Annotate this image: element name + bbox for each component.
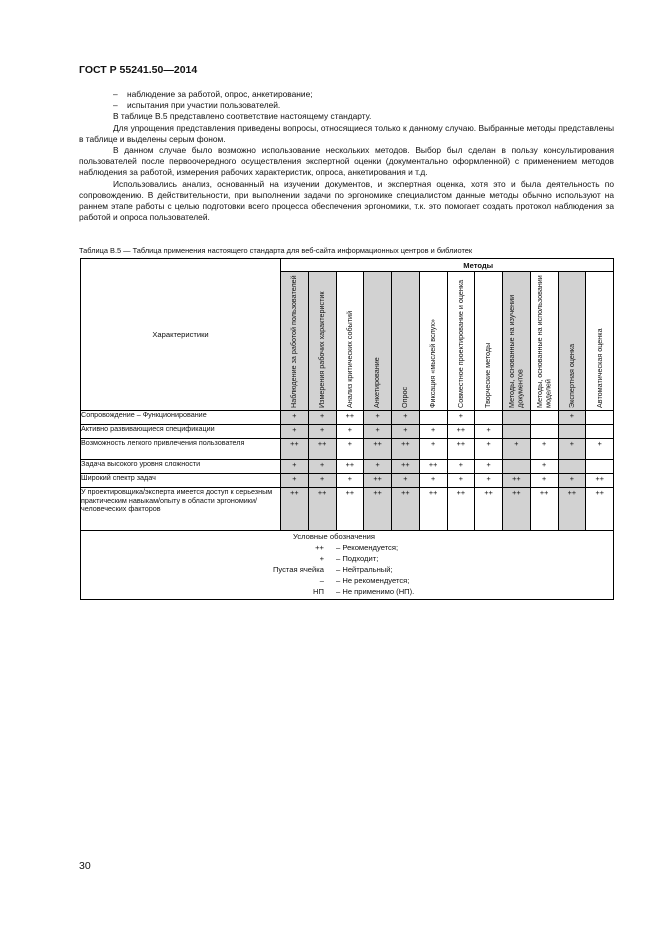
table-cell	[558, 460, 586, 474]
table-cell: +	[419, 439, 447, 460]
paragraph: Для упрощения представления приведены вопросы, относящиеся только к данному случаю. Выбранные методы представлены в таблице и выделены серым фоном.	[79, 122, 614, 144]
method-label: Фиксация «мыслей вслух»	[427, 319, 437, 408]
method-label: Автоматическая оценка	[594, 328, 604, 408]
method-header	[447, 272, 475, 411]
table-cell	[586, 460, 614, 474]
table-cell: ++	[419, 460, 447, 474]
table-cell: +	[308, 460, 336, 474]
table-cell: ++	[447, 439, 475, 460]
methods-table	[80, 258, 614, 600]
legend-desc: – Не применимо (НП).	[336, 587, 415, 596]
table-cell: +	[475, 425, 503, 439]
table-cell: ++	[364, 474, 392, 488]
row-label: Сопровождение – Функционирование	[81, 411, 281, 425]
table-cell: ++	[392, 488, 420, 531]
table-cell: ++	[392, 460, 420, 474]
table-cell	[503, 425, 531, 439]
paragraph: В данном случае было возможно использование нескольких методов. Выбор был сделан в пользу консультирования пользователей после первоочередного осуществления экспертной оценки (документально оформленной) с применением методов наблюдения за работой, измерения рабочих характеристик, опроса, анкетирования и т.д.	[79, 145, 614, 178]
legend-key: Пустая ячейка	[272, 565, 324, 574]
body-text	[79, 89, 614, 223]
table-row	[81, 425, 614, 439]
table-cell: +	[336, 474, 364, 488]
method-label: Измерения рабочих характеристик	[316, 291, 326, 408]
legend-desc: – Не рекомендуется;	[336, 576, 410, 585]
method-label: Совместное проектирование и оценка	[455, 279, 465, 408]
table-cell: ++	[447, 425, 475, 439]
table-cell: +	[308, 411, 336, 425]
page-number: 30	[79, 860, 91, 872]
table-cell: ++	[586, 474, 614, 488]
method-header	[419, 272, 447, 411]
document-header: ГОСТ Р 55241.50—2014	[79, 64, 198, 76]
method-label: Методы, основанные на использовании моделей	[534, 275, 553, 408]
table-cell: +	[475, 460, 503, 474]
methods-header: Методы	[281, 259, 614, 272]
bullet-item: – испытания при участии пользователей.	[113, 100, 281, 111]
table-cell: ++	[503, 488, 531, 531]
method-header	[336, 272, 364, 411]
table-cell: +	[419, 425, 447, 439]
table-cell: ++	[281, 488, 309, 531]
legend	[81, 531, 614, 600]
legend-title: Условные обозначения	[293, 532, 376, 541]
table-cell: +	[364, 425, 392, 439]
legend-key: ++	[315, 543, 324, 552]
table-cell	[530, 411, 558, 425]
table-cell: ++	[364, 488, 392, 531]
table-cell: +	[447, 460, 475, 474]
table-cell: ++	[281, 439, 309, 460]
table-cell: +	[530, 439, 558, 460]
table-cell: +	[364, 460, 392, 474]
table-cell: ++	[586, 488, 614, 531]
table-cell: ++	[503, 474, 531, 488]
table-cell: +	[281, 474, 309, 488]
table-cell: ++	[475, 488, 503, 531]
row-label: Широкий спектр задач	[81, 474, 281, 488]
table-cell: ++	[308, 439, 336, 460]
table-cell: ++	[336, 460, 364, 474]
table-cell: +	[558, 411, 586, 425]
table-cell: +	[392, 474, 420, 488]
legend-key: –	[319, 576, 324, 585]
method-header	[475, 272, 503, 411]
table-cell: +	[503, 439, 531, 460]
bullet-item: – наблюдение за работой, опрос, анкетирование;	[113, 89, 313, 99]
table-cell: +	[392, 411, 420, 425]
method-label: Экспертная оценка	[566, 343, 576, 408]
table-cell: ++	[308, 488, 336, 531]
table-cell	[503, 411, 531, 425]
method-header	[530, 272, 558, 411]
table-cell: +	[281, 411, 309, 425]
table-cell: ++	[392, 439, 420, 460]
legend-key: +	[319, 554, 324, 563]
method-header	[364, 272, 392, 411]
table-cell	[419, 411, 447, 425]
table-cell: +	[558, 439, 586, 460]
table-cell	[586, 425, 614, 439]
table-cell	[530, 425, 558, 439]
table-cell: +	[419, 474, 447, 488]
table-row	[81, 411, 614, 425]
method-header	[308, 272, 336, 411]
table-cell: ++	[419, 488, 447, 531]
table-row	[81, 439, 614, 460]
method-label: Творческие методы	[483, 342, 493, 408]
method-header	[503, 272, 531, 411]
legend-desc: – Рекомендуется;	[336, 543, 399, 552]
row-label: У проектировщика/эксперта имеется доступ к серьезным практическим навыкам/опыту в области эргономики/человеческих факторов	[81, 488, 281, 531]
table-cell	[586, 411, 614, 425]
method-label: Анкетирование	[372, 357, 382, 408]
method-header	[586, 272, 614, 411]
method-header	[558, 272, 586, 411]
legend-desc: – Подходит;	[336, 554, 379, 563]
table-cell	[558, 425, 586, 439]
table-row	[81, 474, 614, 488]
table-cell: +	[447, 474, 475, 488]
table-cell: +	[336, 425, 364, 439]
table-cell: +	[392, 425, 420, 439]
table-cell: ++	[558, 488, 586, 531]
method-label: Опрос	[400, 386, 410, 408]
table-cell: +	[475, 474, 503, 488]
table-caption: Таблица В.5 — Таблица применения настоящего стандарта для веб-сайта информационных центров и библиотек	[79, 246, 473, 255]
table-cell: ++	[530, 488, 558, 531]
table-cell: +	[530, 474, 558, 488]
table-cell: ++	[336, 488, 364, 531]
method-label: Анализ критических событий	[344, 310, 354, 408]
table-row	[81, 488, 614, 531]
table-cell: +	[558, 474, 586, 488]
method-header	[392, 272, 420, 411]
characteristics-header: Характеристики	[81, 259, 281, 411]
table-cell: +	[336, 439, 364, 460]
method-label: Наблюдение за работой пользователей	[289, 275, 299, 408]
method-label: Методы, основанные на изучении документов	[506, 294, 525, 408]
row-label: Задача высокого уровня сложности	[81, 460, 281, 474]
table-cell	[503, 460, 531, 474]
method-header	[281, 272, 309, 411]
table-cell	[475, 411, 503, 425]
table-cell: +	[281, 425, 309, 439]
row-label: Активно развивающиеся спецификации	[81, 425, 281, 439]
table-cell: +	[475, 439, 503, 460]
table-cell: ++	[336, 411, 364, 425]
table-cell: +	[281, 460, 309, 474]
row-label: Возможность легкого привлечения пользователя	[81, 439, 281, 460]
paragraph: В таблице В.5 представлено соответствие настоящему стандарту.	[113, 111, 372, 122]
table-cell: +	[447, 411, 475, 425]
table-cell: +	[586, 439, 614, 460]
table-cell: +	[308, 474, 336, 488]
table-row	[81, 460, 614, 474]
table-cell: +	[364, 411, 392, 425]
table-cell: +	[530, 460, 558, 474]
legend-key: НП	[313, 587, 324, 596]
paragraph: Использовались анализ, основанный на изучении документов, и экспертная оценка, хотя это и была деятельность по сопровождению. В действительности, при выполнении задачи по эргономике специалистом данные методы обычно используют на раннем этапе работы с целью подготовки всего процесса обеспечения эргономики, т.к. это помогает создать протокол наблюдения за работой и опроса пользователей.	[79, 178, 614, 223]
table-cell: ++	[364, 439, 392, 460]
table-cell: +	[308, 425, 336, 439]
table-cell: ++	[447, 488, 475, 531]
legend-desc: – Нейтральный;	[336, 565, 393, 574]
